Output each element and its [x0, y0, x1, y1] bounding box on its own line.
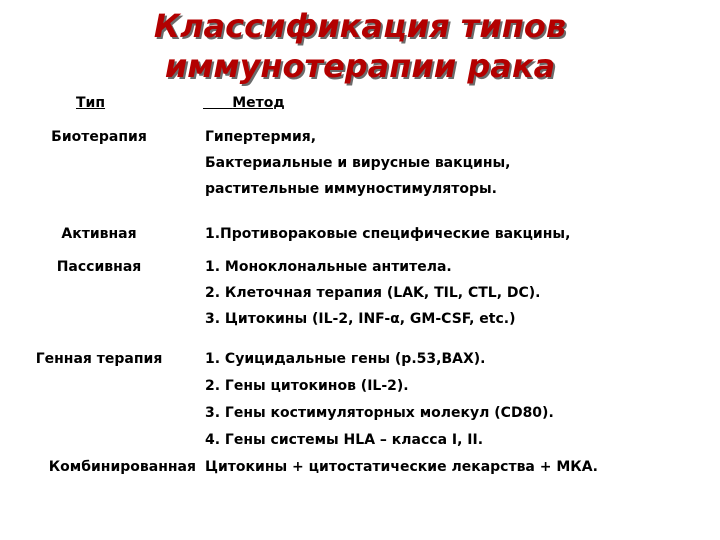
column-header-type: Тип	[76, 95, 106, 111]
column-header-method-label: Метод	[232, 95, 285, 111]
row-type-combined: Комбинированная	[48, 459, 196, 475]
method-line: 1. Суицидальные гены (p.53,BAX).	[205, 351, 486, 367]
method-line: 3. Гены костимуляторных молекул (CD80).	[205, 405, 554, 421]
row-type-active: Активная	[61, 226, 137, 242]
method-line: растительные иммуностимуляторы.	[205, 181, 497, 197]
row-type-biotherapy: Биотерапия	[51, 129, 147, 145]
method-line: 3. Цитокины (IL-2, INF-α, GM-CSF, etc.)	[205, 311, 516, 327]
method-line: Цитокины + цитостатические лекарства + МКА.	[205, 459, 598, 475]
slide-title-line-1: Классификация типов	[153, 7, 567, 45]
column-header-method	[203, 94, 323, 112]
method-line: Гипертермия,	[205, 129, 317, 145]
method-line: 2. Клеточная терапия (LAK, TIL, CTL, DC).	[205, 285, 541, 301]
method-line: 2. Гены цитокинов (IL-2).	[205, 378, 409, 394]
method-line: 4. Гены системы HLA – класса I, II.	[205, 432, 484, 448]
slide-title	[0, 6, 720, 86]
slide-title-line-2: иммунотерапии рака	[164, 47, 556, 85]
method-line: 1. Моноклональные антитела.	[205, 259, 452, 275]
row-type-passive: Пассивная	[56, 259, 142, 275]
method-line: 1.Противораковые специфические вакцины,	[205, 226, 571, 242]
method-line: Бактериальные и вирусные вакцины,	[205, 155, 511, 171]
row-type-gene-therapy: Генная терапия	[35, 351, 163, 367]
